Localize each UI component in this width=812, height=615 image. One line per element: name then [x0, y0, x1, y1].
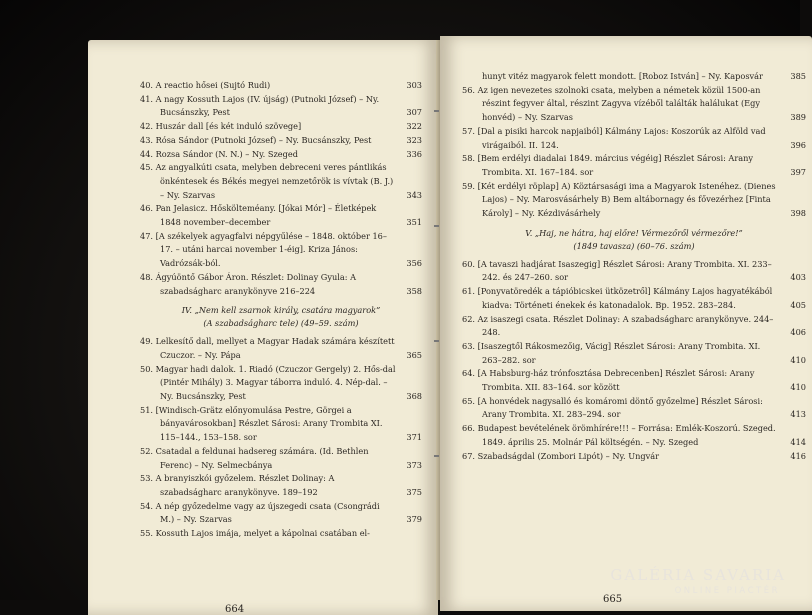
binding-stitch: [434, 340, 439, 342]
toc-entry: 61. [Ponyvatöredék a tápióbicskei ütközetről] Kálmány Lajos hagyatékából kiadva: Történeti énekek és katonadalok. Bp. 1952. 283–284. 405: [462, 286, 806, 310]
section-title: V. „Haj, ne hátra, haj előre! Vérmezőről vérmezőre!”: [525, 227, 743, 238]
toc-entry: 59. [Két erdélyi röplap] A) Köztársasági ima a Magyarok Istenéhez. (Dienes Lajos) – Ny. Marosvásárhely B) Bem altábornagy és fővezérhez [Finta Károly] – Ny. Kézdivásárhely 398: [462, 180, 806, 219]
watermark-subtitle: ONLINE PIACTÉR: [674, 586, 780, 596]
toc-entry: 45. Az angyalkúti csata, melyben debreceni veres pántlikás önkéntesek és Békés megyei nemzetőrök is vívtak (B. J.) – Ny. Szarvas 343: [140, 162, 422, 200]
toc-entry: 66. Budapest bevételének örömhírére!!! – Forrása: Emlék-Koszorú. Szeged. 1849. április 25. Molnár Pál költségén. – Ny. Szeged 414: [462, 423, 806, 447]
right-page: [440, 36, 812, 611]
section-heading-iv: [140, 304, 422, 330]
toc-entry: 53. A branyiszkói győzelem. Részlet Dolinay: A szabadságharc aranykönyve. 189–192 375: [140, 473, 422, 497]
toc-entry: 44. Rozsa Sándor (N. N.) – Ny. Szeged 336: [140, 148, 422, 159]
left-page: [88, 40, 438, 615]
toc-entry: 67. Szabadságdal (Zombori Lipót) – Ny. Ungvár 416: [462, 450, 806, 461]
toc-entry: 43. Rósa Sándor (Putnoki József) – Ny. Bucsánszky, Pest 323: [140, 134, 422, 145]
watermark-title: GALÉRIA SAVARIA: [610, 566, 786, 584]
page-number-left: 664: [225, 604, 245, 615]
toc-entry: 60. [A tavaszi hadjárat Isaszegig] Részlet Sárosi: Arany Trombita. XI. 233–242. és 247–260. sor 403: [462, 258, 806, 283]
toc-entry: 49. Lelkesítő dall, mellyet a Magyar Hadak számára készített Czuczor. – Ny. Pápa 365: [140, 336, 422, 360]
section-title: IV. „Nem kell zsarnok király, csatára magyarok”: [181, 305, 381, 316]
toc-entry: 54. A nép győzedelme vagy az újszegedi csata (Csongrádi M.) – Ny. Szarvas 379: [140, 500, 422, 525]
toc-entry: 41. A nagy Kossuth Lajos (IV. újság) (Putnoki József) – Ny. Bucsánszky, Pest 307: [140, 93, 422, 118]
section-subtitle: (A szabadságharc tele) (49–59. szám): [203, 318, 359, 329]
binding-stitch: [434, 455, 439, 457]
toc-entry: 56. Az igen nevezetes szolnoki csata, melyben a németek közül 1500-an részint fegyver által, részint Zagyva vízéből találták halálukat (Egy honvéd) – Ny. Szarvas 389: [462, 84, 806, 123]
toc-entry: 51. [Windisch-Grätz előnyomulása Pestre, Görgei a bányavárosokban] Részlet Sárosi: Arany Trombita XI. 115–144., 153–158. sor 371: [140, 404, 422, 443]
toc-entry: 47. [A székelyek agyagfalvi népgyűlése – 1848. október 16–17. – utáni harcai november 1-éig]. Kriza János: Vadrózsák-ból. 356: [140, 230, 422, 269]
toc-entry: 63. [Isaszegtől Rákosmezőig, Vácig] Részlet Sárosi: Arany Trombita. XI. 263–282. sor 410: [462, 340, 806, 365]
toc-entry: hunyt vitéz magyarok felett mondott. [Roboz István] – Ny. Kaposvár 385: [482, 71, 806, 81]
toc-left-entries-2: [140, 335, 422, 541]
section-subtitle: (1849 tavasza) (60–76. szám): [573, 240, 695, 251]
toc-left-column: [140, 79, 422, 541]
toc-entry: 48. Ágyúöntő Gábor Áron. Részlet: Dolinay Gyula: A szabadságharc aranykönyve 216–224 358: [140, 271, 422, 296]
toc-right-entries-2: [462, 258, 806, 464]
toc-right-entries-1: [462, 70, 806, 221]
binding-stitch: [434, 110, 439, 112]
toc-entry: 52. Csatadal a feldunai hadsereg számára. (Id. Bethlen Ferenc) – Ny. Selmecbánya 373: [140, 445, 422, 470]
toc-entry: 55. Kossuth Lajos imája, melyet a kápolnai csatában el-: [140, 528, 370, 539]
toc-entry: 58. [Bem erdélyi diadalai 1849. március végéig] Részlet Sárosi: Arany Trombita. XI. 167–184. sor 397: [462, 153, 806, 177]
section-heading-v: [462, 227, 806, 253]
toc-entry: 50. Magyar hadi dalok. 1. Riadó (Czuczor Gergely) 2. Hős-dal (Pintér Mihály) 3. Magyar táborra induló. 4. Nép-dal. – Ny. Bucsánszky, Pest 368: [140, 363, 422, 402]
toc-left-entries-1: [140, 79, 422, 298]
toc-entry: 62. Az isaszegi csata. Részlet Dolinay: A szabadságharc aranykönyve. 244–248. 406: [462, 313, 806, 338]
toc-entry: 46. Pan Jelasicz. Hőskölteméany. [Jókai Mór] – Életképek 1848 november–december 351: [140, 203, 422, 228]
toc-entry: 65. [A honvédek nagysalló és komáromi döntő győzelme] Részlet Sárosi: Arany Trombita. XI. 283–294. sor 413: [462, 395, 806, 420]
toc-right-column: [462, 70, 806, 463]
toc-entry: 40. A reactio hősei (Sujtó Rudi) 303: [140, 80, 422, 90]
toc-entry: 42. Huszár dall [és két induló szövege] 322: [140, 121, 422, 132]
page-number-right: 665: [603, 594, 623, 605]
toc-entry: 57. [Dal a pisiki harcok napjaiból] Kálmány Lajos: Koszorúk az Alföld vad virágaiból. II. 124. 396: [462, 125, 806, 150]
toc-entry: 64. [A Habsburg-ház trónfosztása Debrecenben] Részlet Sárosi: Arany Trombita. XII. 83–164. sor között 410: [462, 368, 806, 393]
binding-stitch: [434, 225, 439, 227]
